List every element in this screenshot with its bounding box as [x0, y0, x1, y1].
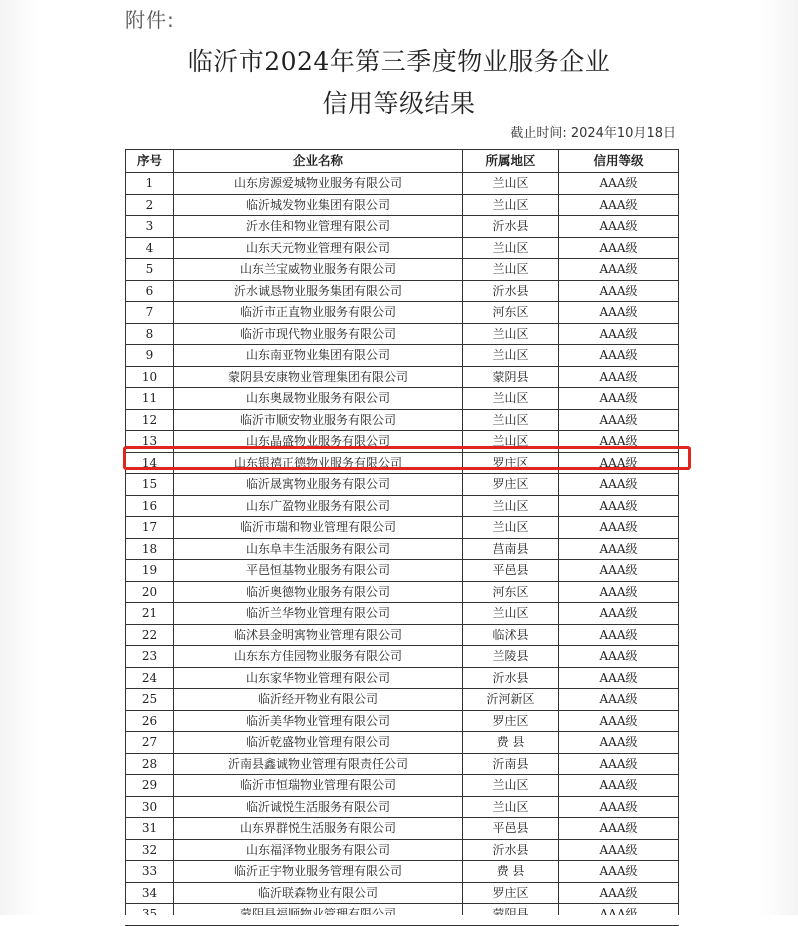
table-row — [126, 538, 679, 560]
cell-serial-no: 16 — [126, 495, 174, 517]
cell-credit-grade: AAA级 — [559, 753, 679, 775]
cell-district: 沂南县 — [463, 753, 559, 775]
table-row — [126, 775, 679, 797]
cell-district: 兰山区 — [463, 431, 559, 453]
cell-company-name: 山东家华物业管理有限公司 — [174, 667, 463, 689]
header-serial-no: 序号 — [126, 150, 174, 173]
table-row — [126, 710, 679, 732]
cell-company-name: 山东东方佳园物业服务有限公司 — [174, 646, 463, 668]
cell-credit-grade: AAA级 — [559, 646, 679, 668]
cell-serial-no: 19 — [126, 560, 174, 582]
cell-company-name: 临沂兰华物业管理有限公司 — [174, 603, 463, 625]
cell-district: 兰山区 — [463, 323, 559, 345]
cell-credit-grade: AAA级 — [559, 323, 679, 345]
cell-credit-grade: AAA级 — [559, 237, 679, 259]
cell-company-name: 山东福泽物业服务有限公司 — [174, 839, 463, 861]
document-title-line2: 信用等级结果 — [322, 89, 476, 118]
document-title-line1: 临沂市2024年第三季度物业服务企业 — [187, 47, 611, 76]
table-row — [126, 216, 679, 238]
cell-district: 兰陵县 — [463, 646, 559, 668]
cell-credit-grade: AAA级 — [559, 882, 679, 904]
cell-company-name: 沂南县鑫诚物业管理有限责任公司 — [174, 753, 463, 775]
cell-credit-grade: AAA级 — [559, 667, 679, 689]
cell-district: 兰山区 — [463, 495, 559, 517]
cell-district: 罗庄区 — [463, 452, 559, 474]
table-row — [126, 603, 679, 625]
cell-credit-grade: AAA级 — [559, 409, 679, 431]
table-row — [126, 173, 679, 195]
table-row — [126, 302, 679, 324]
cell-serial-no: 28 — [126, 753, 174, 775]
table-row — [126, 732, 679, 754]
cell-serial-no: 10 — [126, 366, 174, 388]
table-row — [126, 259, 679, 281]
cell-company-name: 沂水佳和物业管理有限公司 — [174, 216, 463, 238]
table-row — [126, 560, 679, 582]
table-row — [126, 581, 679, 603]
cell-company-name: 临沂经开物业有限公司 — [174, 689, 463, 711]
cell-company-name: 临沭县金明寓物业管理有限公司 — [174, 624, 463, 646]
cell-company-name: 临沂市恒瑞物业管理有限公司 — [174, 775, 463, 797]
table-row — [126, 796, 679, 818]
cell-serial-no: 24 — [126, 667, 174, 689]
cell-district: 沂水县 — [463, 216, 559, 238]
cell-serial-no: 25 — [126, 689, 174, 711]
table-row — [126, 667, 679, 689]
cutoff-date: 截止时间: 2024年10月18日 — [510, 126, 676, 141]
cell-district: 兰山区 — [463, 796, 559, 818]
table-row — [126, 495, 679, 517]
cell-company-name: 蒙阴县安康物业管理集团有限公司 — [174, 366, 463, 388]
cell-district: 兰山区 — [463, 603, 559, 625]
table-row — [126, 624, 679, 646]
cell-company-name: 临沂奥德物业服务有限公司 — [174, 581, 463, 603]
cell-credit-grade: AAA级 — [559, 839, 679, 861]
table-row — [126, 194, 679, 216]
cell-credit-grade: AAA级 — [559, 495, 679, 517]
cell-company-name: 临沂诚悦生活服务有限公司 — [174, 796, 463, 818]
page-cut-edge — [0, 915, 798, 925]
cell-serial-no: 3 — [126, 216, 174, 238]
cell-serial-no: 9 — [126, 345, 174, 367]
cell-serial-no: 14 — [126, 452, 174, 474]
credit-rating-table — [125, 149, 679, 926]
cell-serial-no: 30 — [126, 796, 174, 818]
table-row — [126, 323, 679, 345]
cell-credit-grade: AAA级 — [559, 173, 679, 195]
cell-company-name: 山东兰宝威物业服务有限公司 — [174, 259, 463, 281]
cell-credit-grade: AAA级 — [559, 818, 679, 840]
cell-serial-no: 2 — [126, 194, 174, 216]
cell-district: 兰山区 — [463, 237, 559, 259]
cell-serial-no: 21 — [126, 603, 174, 625]
cell-credit-grade: AAA级 — [559, 775, 679, 797]
cell-serial-no: 27 — [126, 732, 174, 754]
cell-district: 沂河新区 — [463, 689, 559, 711]
cell-district: 河东区 — [463, 581, 559, 603]
cell-serial-no: 34 — [126, 882, 174, 904]
cell-company-name: 山东奥晟物业服务有限公司 — [174, 388, 463, 410]
cell-district: 兰山区 — [463, 259, 559, 281]
table-row — [126, 388, 679, 410]
cell-district: 费 县 — [463, 732, 559, 754]
cell-serial-no: 29 — [126, 775, 174, 797]
table-row — [126, 882, 679, 904]
table-row — [126, 818, 679, 840]
cell-company-name: 临沂城发物业集团有限公司 — [174, 194, 463, 216]
cell-company-name: 山东银禧正德物业服务有限公司 — [174, 452, 463, 474]
table-body — [126, 173, 679, 926]
cell-serial-no: 12 — [126, 409, 174, 431]
cell-serial-no: 1 — [126, 173, 174, 195]
table-row — [126, 474, 679, 496]
cell-district: 临沭县 — [463, 624, 559, 646]
attachment-label: 附件: — [125, 8, 175, 32]
header-company-name: 企业名称 — [174, 150, 463, 173]
cell-credit-grade: AAA级 — [559, 517, 679, 539]
cell-district: 沂水县 — [463, 839, 559, 861]
cell-serial-no: 20 — [126, 581, 174, 603]
cell-serial-no: 13 — [126, 431, 174, 453]
cell-credit-grade: AAA级 — [559, 581, 679, 603]
table-row — [126, 280, 679, 302]
cell-serial-no: 15 — [126, 474, 174, 496]
table-row — [126, 839, 679, 861]
cell-district: 兰山区 — [463, 517, 559, 539]
cell-serial-no: 17 — [126, 517, 174, 539]
cell-district: 蒙阴县 — [463, 366, 559, 388]
cell-serial-no: 31 — [126, 818, 174, 840]
cell-district: 费 县 — [463, 861, 559, 883]
cell-district: 沂水县 — [463, 667, 559, 689]
cell-serial-no: 11 — [126, 388, 174, 410]
cell-company-name: 临沂市顺安物业服务有限公司 — [174, 409, 463, 431]
table-row — [126, 409, 679, 431]
cell-serial-no: 33 — [126, 861, 174, 883]
cell-company-name: 临沂晟寓物业服务有限公司 — [174, 474, 463, 496]
cell-district: 罗庄区 — [463, 474, 559, 496]
cell-serial-no: 5 — [126, 259, 174, 281]
table-row — [126, 517, 679, 539]
cell-serial-no: 8 — [126, 323, 174, 345]
cell-company-name: 临沂美华物业管理有限公司 — [174, 710, 463, 732]
cell-serial-no: 26 — [126, 710, 174, 732]
cell-credit-grade: AAA级 — [559, 302, 679, 324]
cell-credit-grade: AAA级 — [559, 280, 679, 302]
table-row — [126, 366, 679, 388]
cell-credit-grade: AAA级 — [559, 366, 679, 388]
cell-district: 莒南县 — [463, 538, 559, 560]
cell-credit-grade: AAA级 — [559, 603, 679, 625]
cell-district: 罗庄区 — [463, 882, 559, 904]
cell-company-name: 山东天元物业管理有限公司 — [174, 237, 463, 259]
cell-credit-grade: AAA级 — [559, 732, 679, 754]
cell-district: 平邑县 — [463, 560, 559, 582]
cell-credit-grade: AAA级 — [559, 194, 679, 216]
cell-company-name: 临沂市正直物业服务有限公司 — [174, 302, 463, 324]
cell-company-name: 临沂正宇物业服务管理有限公司 — [174, 861, 463, 883]
cell-serial-no: 22 — [126, 624, 174, 646]
cell-company-name: 山东界群悦生活服务有限公司 — [174, 818, 463, 840]
cell-company-name: 平邑恒基物业服务有限公司 — [174, 560, 463, 582]
cell-company-name: 临沂乾盛物业管理有限公司 — [174, 732, 463, 754]
table-row — [126, 237, 679, 259]
cell-district: 沂水县 — [463, 280, 559, 302]
cell-district: 兰山区 — [463, 173, 559, 195]
header-credit-grade: 信用等级 — [559, 150, 679, 173]
cell-district: 河东区 — [463, 302, 559, 324]
cell-district: 平邑县 — [463, 818, 559, 840]
cell-credit-grade: AAA级 — [559, 861, 679, 883]
cell-credit-grade: AAA级 — [559, 431, 679, 453]
cell-credit-grade: AAA级 — [559, 259, 679, 281]
cell-credit-grade: AAA级 — [559, 560, 679, 582]
cell-serial-no: 4 — [126, 237, 174, 259]
table-row — [126, 646, 679, 668]
cell-credit-grade: AAA级 — [559, 388, 679, 410]
header-district: 所属地区 — [463, 150, 559, 173]
cell-district: 罗庄区 — [463, 710, 559, 732]
cell-district: 兰山区 — [463, 345, 559, 367]
cell-serial-no: 32 — [126, 839, 174, 861]
cell-company-name: 山东阜丰生活服务有限公司 — [174, 538, 463, 560]
highlight-box-row-14 — [123, 446, 691, 470]
cell-credit-grade: AAA级 — [559, 689, 679, 711]
cell-credit-grade: AAA级 — [559, 796, 679, 818]
cell-district: 兰山区 — [463, 775, 559, 797]
cell-district: 兰山区 — [463, 409, 559, 431]
cell-credit-grade: AAA级 — [559, 474, 679, 496]
cell-serial-no: 6 — [126, 280, 174, 302]
cell-company-name: 山东晶盛物业服务有限公司 — [174, 431, 463, 453]
table-row — [126, 689, 679, 711]
cell-company-name: 临沂联森物业有限公司 — [174, 882, 463, 904]
table-row — [126, 345, 679, 367]
cell-serial-no: 7 — [126, 302, 174, 324]
cell-credit-grade: AAA级 — [559, 216, 679, 238]
cell-credit-grade: AAA级 — [559, 710, 679, 732]
table-header-row — [126, 150, 679, 173]
cell-credit-grade: AAA级 — [559, 538, 679, 560]
cell-company-name: 临沂市瑞和物业管理有限公司 — [174, 517, 463, 539]
cell-company-name: 山东广盈物业服务有限公司 — [174, 495, 463, 517]
cell-serial-no: 23 — [126, 646, 174, 668]
cell-company-name: 山东南亚物业集团有限公司 — [174, 345, 463, 367]
table-row — [126, 861, 679, 883]
cell-serial-no: 18 — [126, 538, 174, 560]
cell-district: 兰山区 — [463, 194, 559, 216]
cell-credit-grade: AAA级 — [559, 345, 679, 367]
cell-company-name: 临沂市现代物业服务有限公司 — [174, 323, 463, 345]
cell-company-name: 山东房源爱城物业服务有限公司 — [174, 173, 463, 195]
cell-credit-grade: AAA级 — [559, 452, 679, 474]
table-row — [126, 753, 679, 775]
cell-company-name: 沂水诚恳物业服务集团有限公司 — [174, 280, 463, 302]
cell-credit-grade: AAA级 — [559, 624, 679, 646]
cell-district: 兰山区 — [463, 388, 559, 410]
